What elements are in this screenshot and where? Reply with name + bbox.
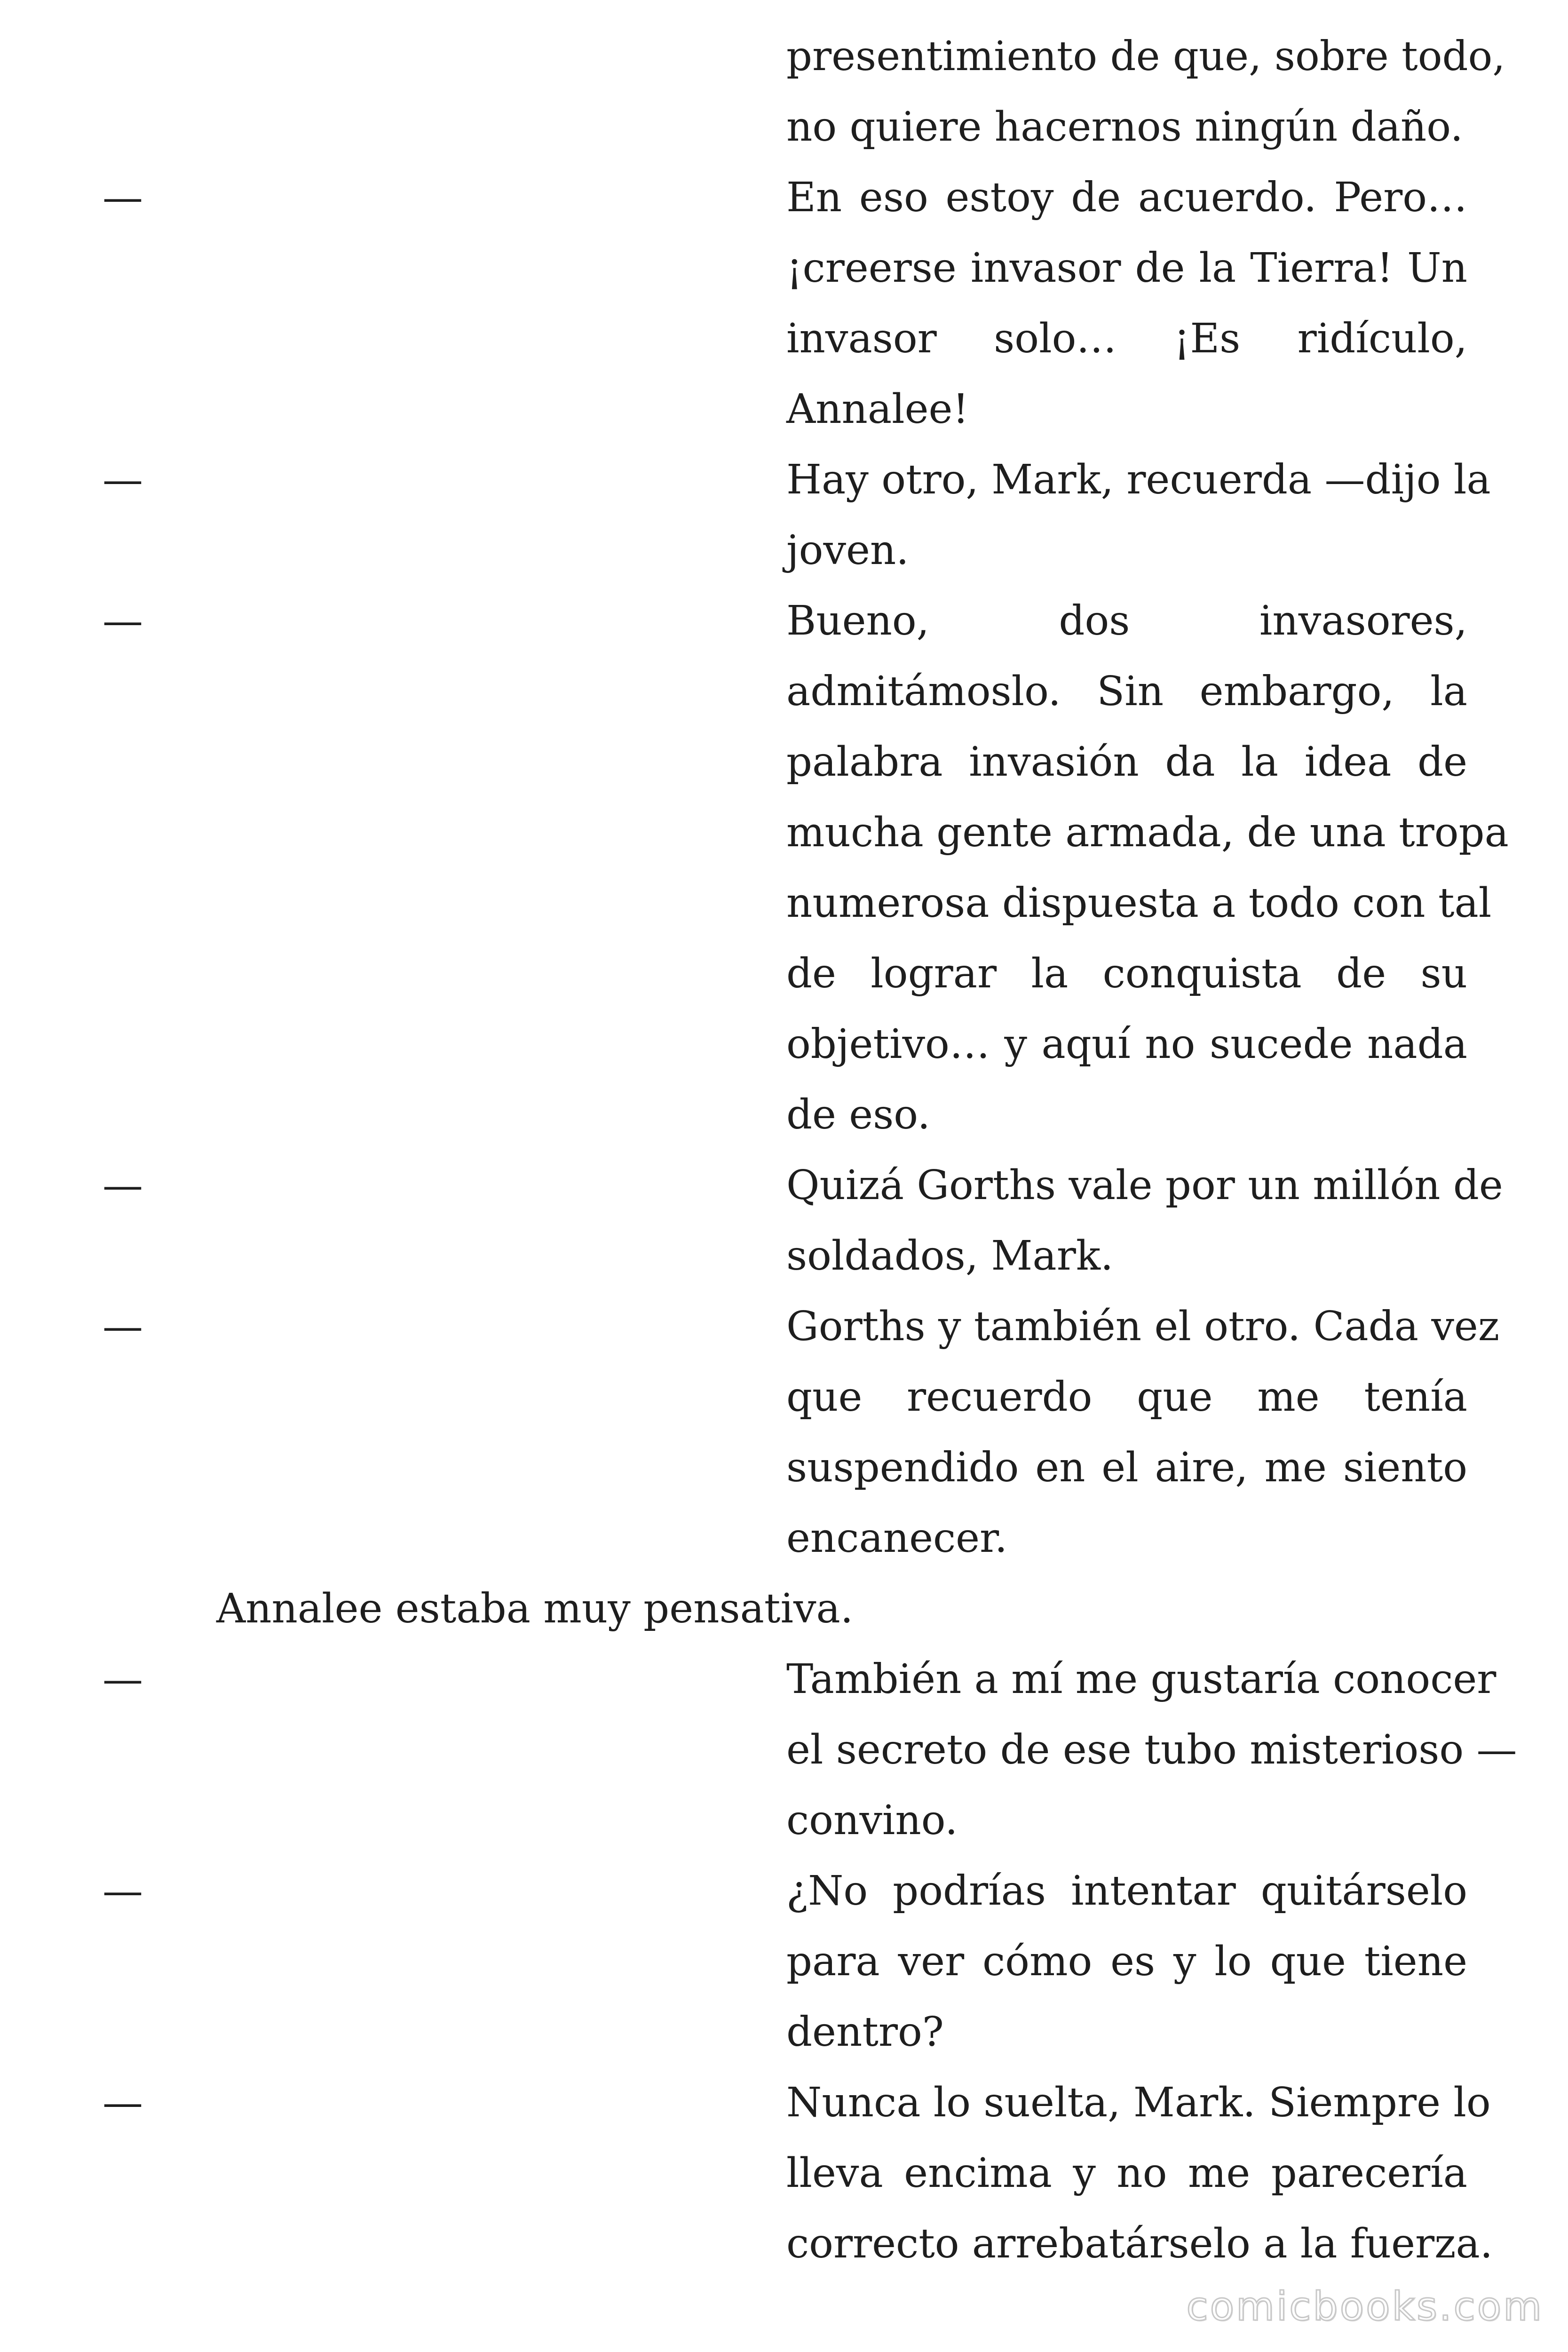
dialogue-line: encanecer. [786,1515,1008,1562]
dialogue-line: Quizá Gorths vale por un millón de [786,1162,1503,1209]
dialogue-line: no quiere hacernos ningún daño. [786,103,1463,151]
dialogue-line: También a mí me gustaría conocer [786,1656,1497,1703]
dialogue-dash: — [103,1162,143,1209]
dialogue-line: correcto arrebatárselo a la fuerza. [786,2220,1493,2267]
dialogue-line: ¿No podrías intentar quitárselo [786,1867,1467,1915]
dialogue-dash: — [103,1656,143,1703]
dialogue-line: presentimiento de que, sobre todo, [786,33,1505,80]
dialogue-line: Hay otro, Mark, recuerda —dijo la [786,456,1491,503]
dialogue-dash: — [103,2079,143,2126]
dialogue-line: mucha gente armada, de una tropa [786,809,1509,856]
dialogue-line: lleva encima y no me parecería [786,2150,1467,2197]
dialogue-line: de lograr la conquista de su [786,950,1467,997]
dialogue-line: dentro? [786,2009,944,2056]
dialogue-line: palabra invasión da la idea de [786,739,1467,786]
dialogue-line: Bueno, dos invasores, [786,597,1467,644]
dialogue-line: para ver cómo es y lo que tiene [786,1938,1467,1985]
dialogue-line: numerosa dispuesta a todo con tal [786,880,1492,927]
dialogue-dash: — [103,1867,143,1915]
dialogue-dash: — [103,456,143,503]
dialogue-line: convino. [786,1797,958,1844]
dialogue-line: de eso. [786,1091,930,1138]
watermark-logo: comicbooks.com [1186,2283,1544,2329]
dialogue-line: invasor solo… ¡Es ridículo, [786,315,1467,362]
dialogue-dash: — [103,1303,143,1350]
dialogue-line: soldados, Mark. [786,1232,1114,1279]
dialogue-dash: — [103,597,143,644]
dialogue-line: Gorths y también el otro. Cada vez [786,1303,1500,1350]
dialogue-dash: — [103,174,143,221]
narration-line: Annalee estaba muy pensativa. [216,1585,854,1632]
dialogue-line: Nunca lo suelta, Mark. Siempre lo [786,2079,1491,2126]
dialogue-line: el secreto de ese tubo misterioso — [786,1726,1517,1773]
dialogue-line: joven. [786,527,909,574]
dialogue-line: objetivo… y aquí no sucede nada [786,1021,1467,1068]
dialogue-line: ¡creerse invasor de la Tierra! Un [786,245,1467,292]
dialogue-line: que recuerdo que me tenía [786,1374,1467,1421]
dialogue-line: admitámoslo. Sin embargo, la [786,668,1467,715]
dialogue-line: En eso estoy de acuerdo. Pero… [786,174,1467,221]
dialogue-line: Annalee! [786,386,969,433]
dialogue-line: suspendido en el aire, me siento [786,1444,1467,1491]
